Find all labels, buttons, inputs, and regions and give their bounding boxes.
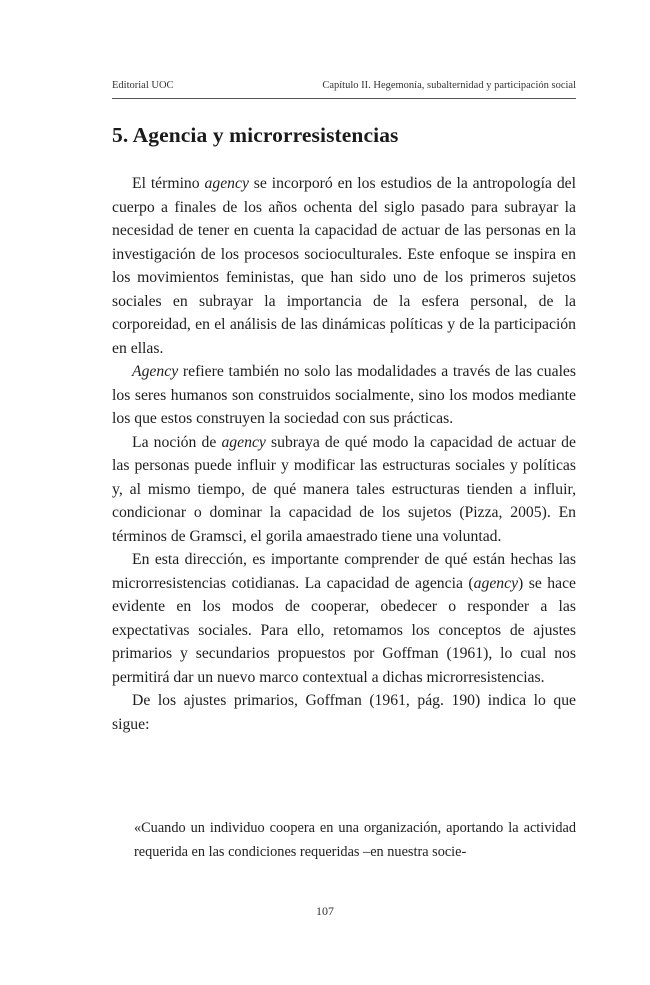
paragraph-text: El término bbox=[132, 175, 205, 192]
paragraph-text: ) se hace evidente en los modos de cooperar, obedecer o responder a las expectativas sociales. Para ello, retomamos los conceptos de ajustes primarios y secundarios propuestos por Goffman (1961), lo cual nos permitirá dar un nuevo marco contextual a dichas microrresistencias. bbox=[112, 574, 577, 686]
publisher-label: Editorial UOC bbox=[112, 80, 174, 91]
body-text bbox=[112, 172, 576, 736]
paragraph-text: subraya de qué modo la capacidad de actuar de las personas puede influir y modificar las estructuras sociales y políticas y, al mismo tiempo, de qué manera tales estructuras tienden a influir, condicionar o dominar la capacidad de los sujetos (Pizza, 2005). En términos de Gramsci, el gorila amaestrado tiene una voluntad. bbox=[112, 433, 576, 545]
paragraph bbox=[112, 689, 576, 736]
italic-term: agency bbox=[221, 433, 266, 451]
italic-term: agency bbox=[204, 175, 249, 192]
section-title: 5. Agencia y microrresistencias bbox=[112, 123, 399, 147]
italic-term: agency bbox=[473, 574, 519, 592]
paragraph-text: La noción de bbox=[132, 433, 222, 451]
paragraph-text: se incorporó en los estudios de la antropología del cuerpo a finales de los años ochenta del siglo pasado para subrayar la necesidad de tener en cuenta la capacidad de actuar de las personas en la investigación de los procesos socioculturales. Este enfoque se inspira en los movimientos feministas, que han sido uno de los primeros sujetos sociales en subrayar la importancia de la esfera personal, de la corporeidad, en el análisis de las dinámicas políticas y de la participación en ellas. bbox=[112, 175, 576, 357]
italic-term: Agency bbox=[132, 363, 179, 380]
page-number: 107 bbox=[316, 904, 334, 918]
block-quote bbox=[134, 817, 576, 864]
quote-text: «Cuando un individuo coopera en una organización, aportando la actividad requerida en las condiciones requeridas –en nuestra socie- bbox=[134, 820, 576, 860]
header-divider bbox=[112, 98, 576, 99]
chapter-label: Capítulo II. Hegemonía, subalternidad y participación social bbox=[322, 80, 576, 91]
paragraph bbox=[112, 360, 576, 431]
paragraph-text: refiere también no solo las modalidades a través de las cuales los seres humanos son construidos socialmente, sino los modos mediante los que estos construyen la sociedad con sus prácticas. bbox=[112, 363, 576, 427]
paragraph-text: En esta dirección, es importante comprender de qué están hechas las microrresistencias cotidianas. La capacidad de agencia ( bbox=[112, 551, 576, 592]
paragraph bbox=[112, 548, 576, 689]
paragraph-text: De los ajustes primarios, Goffman (1961, pág. 190) indica lo que sigue: bbox=[112, 692, 576, 733]
paragraph bbox=[112, 172, 576, 360]
running-header bbox=[112, 80, 576, 96]
paragraph bbox=[112, 431, 576, 549]
